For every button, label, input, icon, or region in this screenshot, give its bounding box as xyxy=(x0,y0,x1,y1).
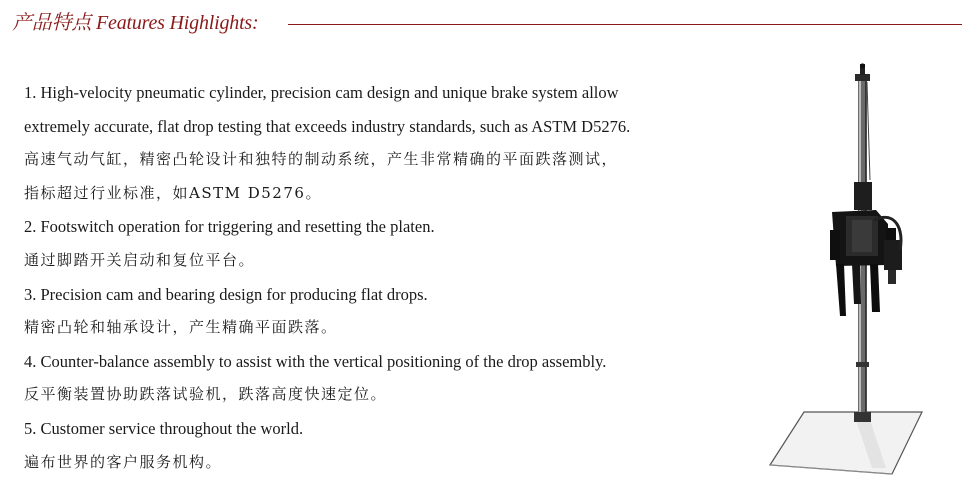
feature-5-en: 5. Customer service throughout the world. xyxy=(24,418,304,438)
feature-1-en-cont: extremely accurate, flat drop testing that exceeds industry standards, such as ASTM D5276. xyxy=(24,116,631,136)
drop-tester-image xyxy=(766,60,926,480)
feature-2-cn: 通过脚踏开关启动和复位平台。 xyxy=(24,250,256,269)
feature-3-en: 3. Precision cam and bearing design for producing flat drops. xyxy=(24,284,428,304)
pneumatic-cylinder xyxy=(884,240,902,270)
section-title: 产品特点 Features Highlights: xyxy=(12,12,259,34)
base-plate xyxy=(770,412,922,474)
feature-4-en: 4. Counter-balance assembly to assist with the vertical positioning of the drop assembly. xyxy=(24,351,607,371)
feature-1-cn: 高速气动气缸，精密凸轮设计和独特的制动系统，产生非常精确的平面跌落测试， xyxy=(24,150,619,169)
feature-4-cn: 反平衡装置协助跌落试验机，跌落高度快速定位。 xyxy=(24,385,388,404)
feature-2-en: 2. Footswitch operation for triggering and resetting the platen. xyxy=(24,217,435,237)
feature-3-cn: 精密凸轮和轴承设计，产生精确平面跌落。 xyxy=(24,318,338,337)
feature-5-cn: 遍布世界的客户服务机构。 xyxy=(24,452,223,471)
features-list xyxy=(24,76,724,479)
title-rule xyxy=(288,24,962,25)
feature-1-en: 1. High-velocity pneumatic cylinder, precision cam design and unique brake system allow xyxy=(24,83,619,102)
section-header xyxy=(12,6,962,40)
fork-right xyxy=(870,264,880,312)
feature-1-cn-cont: 指标超过行业标准，如ASTM D5276。 xyxy=(24,183,322,202)
fork-left xyxy=(836,264,846,316)
carriage xyxy=(854,182,872,210)
